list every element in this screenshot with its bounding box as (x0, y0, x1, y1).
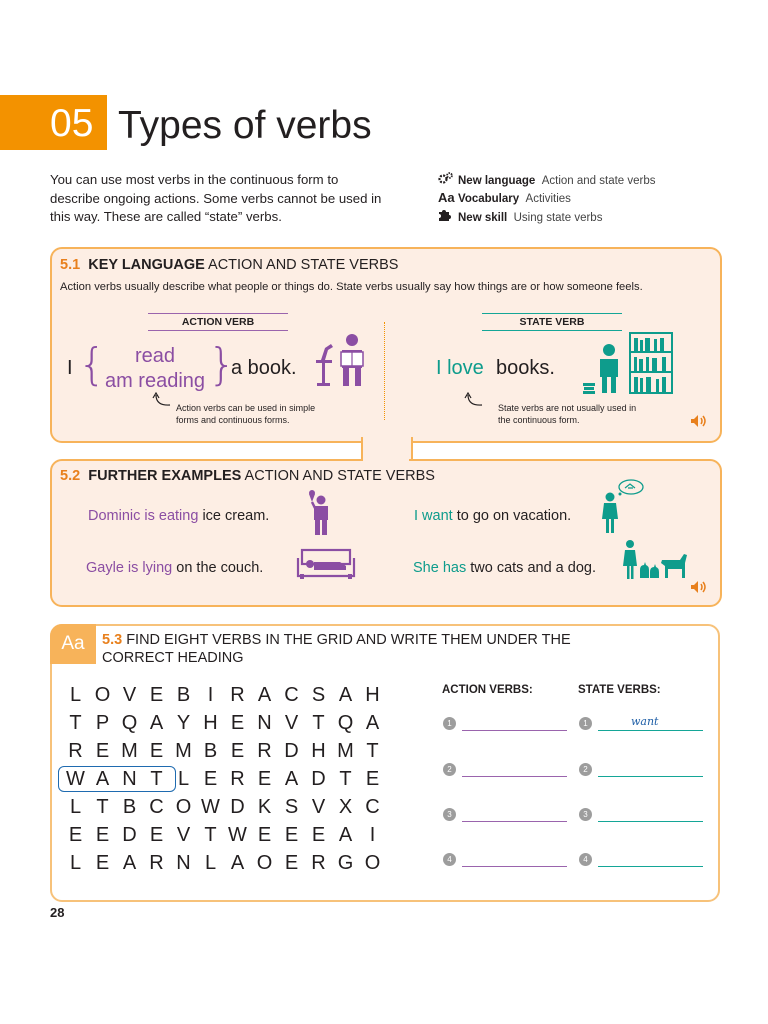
grid-letter[interactable]: T (96, 796, 109, 818)
action-verbs-heading: ACTION VERBS: (442, 684, 533, 696)
action-note: Action verbs can be used in simple forms and continuous forms. (176, 403, 316, 425)
grid-letter[interactable]: R (230, 684, 245, 706)
legend-value: Action and state verbs (541, 175, 656, 187)
grid-letter[interactable]: M (175, 740, 192, 762)
grid-letter[interactable]: A (230, 852, 245, 874)
connector-mask (363, 457, 409, 463)
example-sentence (86, 559, 263, 577)
example-rest: two cats and a dog. (466, 560, 596, 576)
grid-letter[interactable]: B (176, 684, 191, 706)
grid-letter[interactable]: A (365, 712, 380, 734)
grid-letter[interactable]: D (230, 796, 245, 818)
grid-letter[interactable]: N (176, 852, 191, 874)
grid-letter[interactable]: T (366, 740, 379, 762)
answer-number: 4 (579, 853, 592, 866)
grid-letter[interactable]: B (122, 796, 137, 818)
section-title-line1: FIND EIGHT VERBS IN THE GRID AND WRITE THEM UNDER THE (126, 632, 571, 648)
action-verb-1: read (134, 345, 176, 367)
grid-letter[interactable]: E (149, 824, 164, 846)
grid-letter[interactable]: B (203, 740, 218, 762)
grid-letter[interactable]: Q (337, 712, 354, 734)
grid-letter[interactable]: N (257, 712, 272, 734)
grid-letter[interactable]: V (284, 712, 299, 734)
grid-letter[interactable]: L (69, 684, 82, 706)
grid-letter[interactable]: W (201, 796, 220, 818)
state-object: books. (496, 357, 555, 379)
example-sentence (413, 559, 596, 577)
legend-new-language (438, 172, 656, 189)
legend-vocabulary (438, 190, 571, 207)
section-title-bold: KEY LANGUAGE (88, 257, 205, 273)
grid-letter[interactable]: R (311, 852, 326, 874)
grid-letter[interactable]: E (95, 852, 110, 874)
grid-letter[interactable]: R (230, 768, 245, 790)
bookshelf-person-icon (582, 330, 676, 401)
example-rest: ice cream. (198, 508, 270, 524)
grid-letter[interactable]: E (149, 740, 164, 762)
state-answer-field[interactable] (598, 821, 703, 822)
legend-value: Activities (525, 193, 571, 205)
legend-new-skill (438, 208, 602, 226)
grid-letter[interactable]: E (203, 768, 218, 790)
example-sentence (414, 507, 571, 525)
answer-number: 3 (579, 808, 592, 821)
grid-letter[interactable]: Q (121, 712, 138, 734)
action-answer-field[interactable] (462, 730, 567, 731)
answer-number: 4 (443, 853, 456, 866)
grid-row (62, 796, 386, 819)
answer-number: 3 (443, 808, 456, 821)
grid-letter[interactable]: K (257, 796, 272, 818)
grid-letter[interactable]: C (284, 684, 299, 706)
section-number: 5.2 (60, 468, 81, 484)
example-rest: on the couch. (172, 560, 264, 576)
action-answer-field[interactable] (462, 866, 567, 867)
grid-letter[interactable]: A (338, 824, 353, 846)
grid-letter[interactable]: I (207, 684, 214, 706)
grid-row (62, 712, 386, 735)
grid-letter[interactable]: E (284, 852, 299, 874)
example-highlight: She has (413, 560, 467, 576)
example-sentence (88, 507, 269, 525)
grid-letter[interactable]: V (311, 796, 326, 818)
unit-number: 05 (50, 102, 94, 145)
grid-letter[interactable]: R (257, 740, 272, 762)
aa-icon: Aa (438, 190, 455, 205)
answer-number: 2 (579, 763, 592, 776)
grid-letter[interactable]: P (95, 712, 110, 734)
grid-letter[interactable]: H (311, 740, 326, 762)
grid-letter[interactable]: S (311, 684, 326, 706)
grid-letter[interactable]: E (284, 824, 299, 846)
answer-number: 1 (443, 717, 456, 730)
section-number: 5.3 (102, 632, 123, 648)
right-brace: } (208, 339, 236, 390)
grid-letter[interactable]: E (68, 824, 83, 846)
action-object: a book. (231, 357, 297, 379)
section-5-1-description: Action verbs usually describe what people or things do. State verbs usually say how things are or how someone feels. (60, 281, 643, 293)
action-note-arrow (150, 392, 172, 413)
grid-letter[interactable]: C (149, 796, 164, 818)
grid-letter[interactable]: V (122, 684, 137, 706)
grid-letter[interactable]: E (95, 824, 110, 846)
state-note: State verbs are not usually used in the continuous form. (498, 403, 637, 425)
cats-and-dog-icon (622, 538, 688, 585)
grid-letter[interactable]: S (284, 796, 299, 818)
grid-row (62, 852, 386, 875)
legend-label: Vocabulary (458, 193, 520, 205)
grid-letter[interactable]: A (95, 768, 110, 790)
state-note-arrow (462, 392, 484, 413)
legend-value: Using state verbs (513, 212, 603, 224)
couch-person-icon (296, 548, 356, 585)
grid-letter[interactable]: T (339, 768, 352, 790)
example-highlight: I want (414, 508, 453, 524)
grid-letter[interactable]: L (69, 796, 82, 818)
grid-row (62, 768, 386, 791)
puzzle-icon (438, 208, 458, 226)
grid-row (62, 824, 386, 847)
state-verbs-heading: STATE VERBS: (578, 684, 661, 696)
grid-letter[interactable]: A (338, 684, 353, 706)
vacation-thinking-person-icon (600, 479, 644, 540)
grid-letter[interactable]: I (369, 824, 376, 846)
section-title: ACTION AND STATE VERBS (208, 257, 399, 273)
grid-letter[interactable]: A (257, 684, 272, 706)
grid-letter[interactable]: L (177, 768, 190, 790)
state-answer-field[interactable] (598, 730, 703, 731)
state-answer-field[interactable] (598, 866, 703, 867)
grid-letter[interactable]: A (149, 712, 164, 734)
grid-letter[interactable]: D (122, 824, 137, 846)
action-answer-field[interactable] (462, 776, 567, 777)
grid-letter[interactable]: E (257, 768, 272, 790)
grid-letter[interactable]: R (149, 852, 164, 874)
grid-letter[interactable]: E (230, 712, 245, 734)
action-answer-field[interactable] (462, 821, 567, 822)
state-answer-1: want (631, 715, 659, 728)
example-highlight: Dominic is eating (88, 508, 199, 524)
vocabulary-badge: Aa (50, 624, 96, 664)
grid-letter[interactable]: A (122, 852, 137, 874)
grid-letter[interactable]: E (230, 740, 245, 762)
audio-speaker-icon[interactable] (690, 414, 708, 428)
page-title: Types of verbs (118, 104, 372, 147)
grid-letter[interactable]: C (365, 796, 380, 818)
grid-letter[interactable]: E (311, 824, 326, 846)
grid-letter[interactable]: E (365, 768, 380, 790)
action-verb-2: am reading (104, 370, 206, 392)
grid-letter[interactable]: G (337, 852, 354, 874)
page-number: 28 (50, 905, 65, 920)
grid-letter[interactable]: T (204, 824, 217, 846)
grid-letter[interactable]: M (337, 740, 354, 762)
grid-letter[interactable]: T (312, 712, 325, 734)
action-verb-heading: ACTION VERB (148, 313, 288, 331)
grid-row (62, 684, 386, 707)
grid-letter[interactable]: O (175, 796, 192, 818)
grid-letter[interactable]: R (68, 740, 83, 762)
grid-letter[interactable]: E (95, 740, 110, 762)
grid-letter[interactable]: M (121, 740, 138, 762)
grid-letter[interactable]: L (204, 852, 217, 874)
grid-letter[interactable]: D (311, 768, 326, 790)
ice-cream-person-icon (306, 488, 334, 541)
grid-letter[interactable]: T (69, 712, 82, 734)
grid-letter[interactable]: T (150, 768, 163, 790)
state-verb-heading: STATE VERB (482, 313, 622, 331)
answer-number: 2 (443, 763, 456, 776)
answer-number: 1 (579, 717, 592, 730)
grid-letter[interactable]: W (66, 768, 85, 790)
legend-label: New skill (458, 212, 508, 224)
grid-letter[interactable]: A (284, 768, 299, 790)
section-number: 5.1 (60, 257, 81, 273)
section-title-line2: CORRECT HEADING (102, 650, 244, 666)
grid-letter[interactable]: H (365, 684, 380, 706)
grid-letter[interactable]: O (364, 852, 381, 874)
audio-speaker-icon[interactable] (690, 580, 708, 594)
grid-letter[interactable]: N (122, 768, 137, 790)
legend-label: New language (458, 175, 536, 187)
grid-letter[interactable]: D (284, 740, 299, 762)
grid-letter[interactable]: O (94, 684, 111, 706)
divider (384, 322, 385, 420)
example-highlight: Gayle is lying (86, 560, 173, 576)
grid-letter[interactable]: Y (176, 712, 191, 734)
section-title-bold: FURTHER EXAMPLES (88, 468, 242, 484)
section-5-2-heading (60, 467, 435, 485)
grid-letter[interactable]: E (149, 684, 164, 706)
grid-letter[interactable]: E (257, 824, 272, 846)
grid-letter[interactable]: W (228, 824, 247, 846)
gears-icon (438, 172, 458, 189)
section-5-1-heading (60, 256, 398, 274)
section-title: ACTION AND STATE VERBS (244, 468, 435, 484)
grid-letter[interactable]: H (203, 712, 218, 734)
example-rest: to go on vacation. (452, 508, 572, 524)
grid-letter[interactable]: V (176, 824, 191, 846)
intro-text: You can use most verbs in the continuous form to describe ongoing actions. Some verbs cannot be used in this way. These are called “state” verbs. (50, 172, 382, 224)
state-answer-field[interactable] (598, 776, 703, 777)
action-subject: I (67, 357, 73, 379)
grid-letter[interactable]: X (338, 796, 353, 818)
grid-letter[interactable]: L (69, 852, 82, 874)
left-brace: { (78, 339, 106, 390)
section-5-3-heading (102, 631, 571, 667)
state-subject-verb: I love (436, 357, 484, 379)
grid-row (62, 740, 386, 763)
grid-letter[interactable]: O (256, 852, 273, 874)
reading-person-icon (313, 330, 369, 393)
